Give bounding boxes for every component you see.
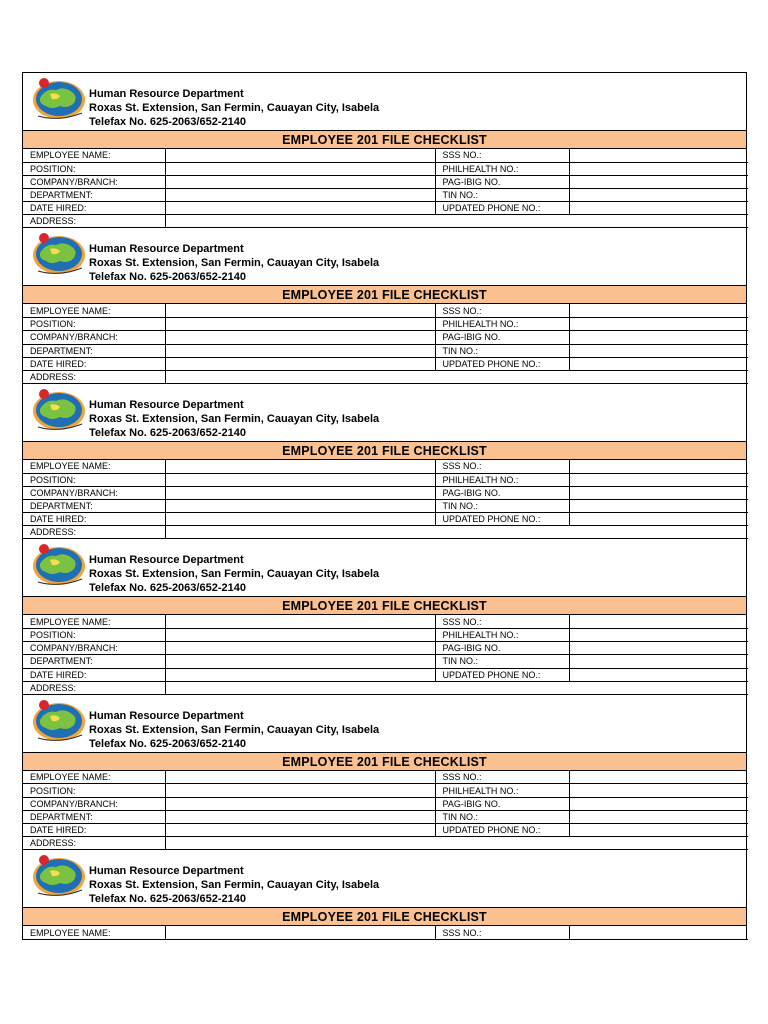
field-value-cell[interactable] bbox=[165, 149, 435, 162]
field-label: PHILHEALTH NO.: bbox=[435, 473, 569, 486]
table-row bbox=[23, 318, 748, 331]
checklist-block bbox=[23, 539, 746, 694]
field-label: SSS NO.: bbox=[435, 926, 569, 939]
department-name: Human Resource Department bbox=[89, 865, 244, 878]
field-value-cell[interactable] bbox=[165, 202, 435, 215]
field-label: POSITION: bbox=[23, 318, 165, 331]
table-row bbox=[23, 370, 748, 383]
field-label: DEPARTMENT: bbox=[23, 189, 165, 202]
field-label: UPDATED PHONE NO.: bbox=[435, 824, 569, 837]
table-row bbox=[23, 810, 748, 823]
address-value-cell[interactable] bbox=[165, 526, 748, 539]
field-value-cell[interactable] bbox=[569, 771, 748, 784]
globe-logo-icon bbox=[30, 76, 88, 122]
field-value-cell[interactable] bbox=[569, 486, 748, 499]
field-value-cell[interactable] bbox=[569, 668, 748, 681]
department-telefax: Telefax No. 625-2063/652-2140 bbox=[89, 426, 246, 439]
field-label: SSS NO.: bbox=[435, 771, 569, 784]
table-row bbox=[23, 681, 748, 694]
field-label: PHILHEALTH NO.: bbox=[435, 318, 569, 331]
table-row bbox=[23, 189, 748, 202]
field-label: TIN NO.: bbox=[435, 344, 569, 357]
field-value-cell[interactable] bbox=[569, 189, 748, 202]
field-value-cell[interactable] bbox=[569, 655, 748, 668]
employee-info-table bbox=[23, 460, 748, 539]
field-value-cell[interactable] bbox=[165, 513, 435, 526]
field-label: TIN NO.: bbox=[435, 499, 569, 512]
field-label: PAG-IBIG NO. bbox=[435, 175, 569, 188]
table-row bbox=[23, 655, 748, 668]
field-label: COMPANY/BRANCH: bbox=[23, 331, 165, 344]
employee-info-table bbox=[23, 771, 748, 850]
field-label: DATE HIRED: bbox=[23, 357, 165, 370]
address-label: ADDRESS: bbox=[23, 526, 165, 539]
table-row bbox=[23, 162, 748, 175]
field-label: DEPARTMENT: bbox=[23, 499, 165, 512]
field-value-cell[interactable] bbox=[569, 304, 748, 317]
field-value-cell[interactable] bbox=[569, 202, 748, 215]
field-value-cell[interactable] bbox=[569, 460, 748, 473]
field-label: DEPARTMENT: bbox=[23, 344, 165, 357]
field-label: DATE HIRED: bbox=[23, 824, 165, 837]
field-label: DATE HIRED: bbox=[23, 668, 165, 681]
field-label: EMPLOYEE NAME: bbox=[23, 926, 165, 939]
field-label: TIN NO.: bbox=[435, 810, 569, 823]
field-value-cell[interactable] bbox=[165, 824, 435, 837]
table-row bbox=[23, 784, 748, 797]
field-label: DEPARTMENT: bbox=[23, 810, 165, 823]
field-value-cell[interactable] bbox=[569, 149, 748, 162]
checklist-title: EMPLOYEE 201 FILE CHECKLIST bbox=[23, 442, 746, 460]
table-row bbox=[23, 629, 748, 642]
field-value-cell[interactable] bbox=[569, 344, 748, 357]
department-name: Human Resource Department bbox=[89, 243, 244, 256]
field-value-cell[interactable] bbox=[569, 357, 748, 370]
field-label: DATE HIRED: bbox=[23, 202, 165, 215]
department-address: Roxas St. Extension, San Fermin, Cauayan City, Isabela bbox=[89, 723, 380, 736]
table-row bbox=[23, 797, 748, 810]
field-label: DATE HIRED: bbox=[23, 513, 165, 526]
field-value-cell[interactable] bbox=[569, 175, 748, 188]
form-header bbox=[23, 73, 746, 131]
employee-info-table bbox=[23, 304, 748, 383]
table-row bbox=[23, 149, 748, 162]
table-row bbox=[23, 215, 748, 228]
address-label: ADDRESS: bbox=[23, 681, 165, 694]
field-label: COMPANY/BRANCH: bbox=[23, 486, 165, 499]
field-value-cell[interactable] bbox=[165, 926, 435, 939]
field-value-cell[interactable] bbox=[569, 784, 748, 797]
address-value-cell[interactable] bbox=[165, 215, 748, 228]
checklist-block bbox=[23, 73, 746, 228]
department-name: Human Resource Department bbox=[89, 709, 244, 722]
table-row bbox=[23, 331, 748, 344]
field-value-cell[interactable] bbox=[569, 162, 748, 175]
table-row bbox=[23, 642, 748, 655]
field-label: UPDATED PHONE NO.: bbox=[435, 357, 569, 370]
table-row bbox=[23, 344, 748, 357]
field-value-cell[interactable] bbox=[569, 513, 748, 526]
field-label: POSITION: bbox=[23, 629, 165, 642]
field-value-cell[interactable] bbox=[569, 318, 748, 331]
field-label: PHILHEALTH NO.: bbox=[435, 629, 569, 642]
field-label: EMPLOYEE NAME: bbox=[23, 149, 165, 162]
field-label: EMPLOYEE NAME: bbox=[23, 460, 165, 473]
field-label: COMPANY/BRANCH: bbox=[23, 797, 165, 810]
table-row bbox=[23, 486, 748, 499]
field-value-cell[interactable] bbox=[569, 824, 748, 837]
field-label: SSS NO.: bbox=[435, 615, 569, 628]
checklist-title: EMPLOYEE 201 FILE CHECKLIST bbox=[23, 908, 746, 926]
field-label: COMPANY/BRANCH: bbox=[23, 175, 165, 188]
field-value-cell[interactable] bbox=[165, 318, 435, 331]
field-value-cell[interactable] bbox=[165, 655, 435, 668]
form-header bbox=[23, 228, 746, 286]
field-value-cell[interactable] bbox=[165, 615, 435, 628]
field-label: EMPLOYEE NAME: bbox=[23, 304, 165, 317]
field-value-cell[interactable] bbox=[165, 175, 435, 188]
field-value-cell[interactable] bbox=[165, 810, 435, 823]
field-label: PAG-IBIG NO. bbox=[435, 486, 569, 499]
field-label: PAG-IBIG NO. bbox=[435, 797, 569, 810]
field-value-cell[interactable] bbox=[165, 771, 435, 784]
field-label: UPDATED PHONE NO.: bbox=[435, 513, 569, 526]
table-row bbox=[23, 304, 748, 317]
department-name: Human Resource Department bbox=[89, 554, 244, 567]
form-header bbox=[23, 695, 746, 753]
field-label: DEPARTMENT: bbox=[23, 655, 165, 668]
checklist-block bbox=[23, 228, 746, 383]
field-value-cell[interactable] bbox=[165, 486, 435, 499]
department-address: Roxas St. Extension, San Fermin, Cauayan City, Isabela bbox=[89, 257, 380, 270]
field-value-cell[interactable] bbox=[165, 668, 435, 681]
address-value-cell[interactable] bbox=[165, 681, 748, 694]
field-label: TIN NO.: bbox=[435, 189, 569, 202]
field-label: EMPLOYEE NAME: bbox=[23, 771, 165, 784]
globe-logo-icon bbox=[30, 853, 88, 899]
address-label: ADDRESS: bbox=[23, 215, 165, 228]
field-label: SSS NO.: bbox=[435, 460, 569, 473]
table-row bbox=[23, 615, 748, 628]
field-label: PHILHEALTH NO.: bbox=[435, 162, 569, 175]
address-label: ADDRESS: bbox=[23, 370, 165, 383]
address-value-cell[interactable] bbox=[165, 837, 748, 850]
checklist-title: EMPLOYEE 201 FILE CHECKLIST bbox=[23, 753, 746, 771]
address-label: ADDRESS: bbox=[23, 837, 165, 850]
field-value-cell[interactable] bbox=[165, 344, 435, 357]
department-name: Human Resource Department bbox=[89, 398, 244, 411]
field-label: SSS NO.: bbox=[435, 149, 569, 162]
field-value-cell[interactable] bbox=[165, 460, 435, 473]
field-value-cell[interactable] bbox=[165, 162, 435, 175]
field-label: PAG-IBIG NO. bbox=[435, 331, 569, 344]
field-label: COMPANY/BRANCH: bbox=[23, 642, 165, 655]
employee-info-table bbox=[23, 149, 748, 228]
form-header bbox=[23, 850, 746, 908]
field-value-cell[interactable] bbox=[165, 629, 435, 642]
table-row bbox=[23, 926, 748, 939]
table-row bbox=[23, 668, 748, 681]
address-value-cell[interactable] bbox=[165, 370, 748, 383]
form-header bbox=[23, 384, 746, 442]
field-label: UPDATED PHONE NO.: bbox=[435, 668, 569, 681]
field-value-cell[interactable] bbox=[569, 499, 748, 512]
field-label: PAG-IBIG NO. bbox=[435, 642, 569, 655]
table-row bbox=[23, 824, 748, 837]
field-value-cell[interactable] bbox=[569, 642, 748, 655]
globe-logo-icon bbox=[30, 698, 88, 744]
field-value-cell[interactable] bbox=[165, 499, 435, 512]
field-value-cell[interactable] bbox=[165, 189, 435, 202]
field-value-cell[interactable] bbox=[569, 473, 748, 486]
table-row bbox=[23, 473, 748, 486]
checklist-sheet bbox=[22, 72, 747, 940]
department-address: Roxas St. Extension, San Fermin, Cauayan City, Isabela bbox=[89, 879, 380, 892]
form-header bbox=[23, 539, 746, 597]
field-label: POSITION: bbox=[23, 473, 165, 486]
field-value-cell[interactable] bbox=[569, 629, 748, 642]
field-value-cell[interactable] bbox=[165, 304, 435, 317]
field-value-cell[interactable] bbox=[165, 784, 435, 797]
field-label: UPDATED PHONE NO.: bbox=[435, 202, 569, 215]
field-value-cell[interactable] bbox=[165, 331, 435, 344]
globe-logo-icon bbox=[30, 542, 88, 588]
department-telefax: Telefax No. 625-2063/652-2140 bbox=[89, 737, 246, 750]
checklist-title: EMPLOYEE 201 FILE CHECKLIST bbox=[23, 131, 746, 149]
checklist-title: EMPLOYEE 201 FILE CHECKLIST bbox=[23, 597, 746, 615]
checklist-block bbox=[23, 695, 746, 850]
field-value-cell[interactable] bbox=[569, 926, 748, 939]
checklist-block bbox=[23, 384, 746, 539]
field-label: EMPLOYEE NAME: bbox=[23, 615, 165, 628]
employee-info-table bbox=[23, 615, 748, 694]
table-row bbox=[23, 175, 748, 188]
department-address: Roxas St. Extension, San Fermin, Cauayan City, Isabela bbox=[89, 568, 380, 581]
field-value-cell[interactable] bbox=[165, 797, 435, 810]
field-label: POSITION: bbox=[23, 162, 165, 175]
table-row bbox=[23, 526, 748, 539]
field-value-cell[interactable] bbox=[165, 473, 435, 486]
department-telefax: Telefax No. 625-2063/652-2140 bbox=[89, 893, 246, 906]
field-label: PHILHEALTH NO.: bbox=[435, 784, 569, 797]
department-telefax: Telefax No. 625-2063/652-2140 bbox=[89, 116, 246, 128]
table-row bbox=[23, 357, 748, 370]
field-label: TIN NO.: bbox=[435, 655, 569, 668]
employee-info-table bbox=[23, 926, 748, 940]
field-label: SSS NO.: bbox=[435, 304, 569, 317]
field-value-cell[interactable] bbox=[569, 331, 748, 344]
table-row bbox=[23, 837, 748, 850]
table-row bbox=[23, 513, 748, 526]
field-value-cell[interactable] bbox=[569, 810, 748, 823]
table-row bbox=[23, 460, 748, 473]
department-telefax: Telefax No. 625-2063/652-2140 bbox=[89, 582, 246, 595]
department-name: Human Resource Department bbox=[89, 88, 244, 100]
department-telefax: Telefax No. 625-2063/652-2140 bbox=[89, 271, 246, 284]
field-value-cell[interactable] bbox=[569, 797, 748, 810]
field-value-cell[interactable] bbox=[569, 615, 748, 628]
checklist-title: EMPLOYEE 201 FILE CHECKLIST bbox=[23, 286, 746, 304]
field-label: POSITION: bbox=[23, 784, 165, 797]
field-value-cell[interactable] bbox=[165, 642, 435, 655]
table-row bbox=[23, 771, 748, 784]
table-row bbox=[23, 202, 748, 215]
table-row bbox=[23, 499, 748, 512]
department-address: Roxas St. Extension, San Fermin, Cauayan City, Isabela bbox=[89, 412, 380, 425]
globe-logo-icon bbox=[30, 231, 88, 277]
globe-logo-icon bbox=[30, 387, 88, 433]
department-address: Roxas St. Extension, San Fermin, Cauayan City, Isabela bbox=[89, 102, 380, 114]
checklist-block bbox=[23, 850, 746, 940]
field-value-cell[interactable] bbox=[165, 357, 435, 370]
